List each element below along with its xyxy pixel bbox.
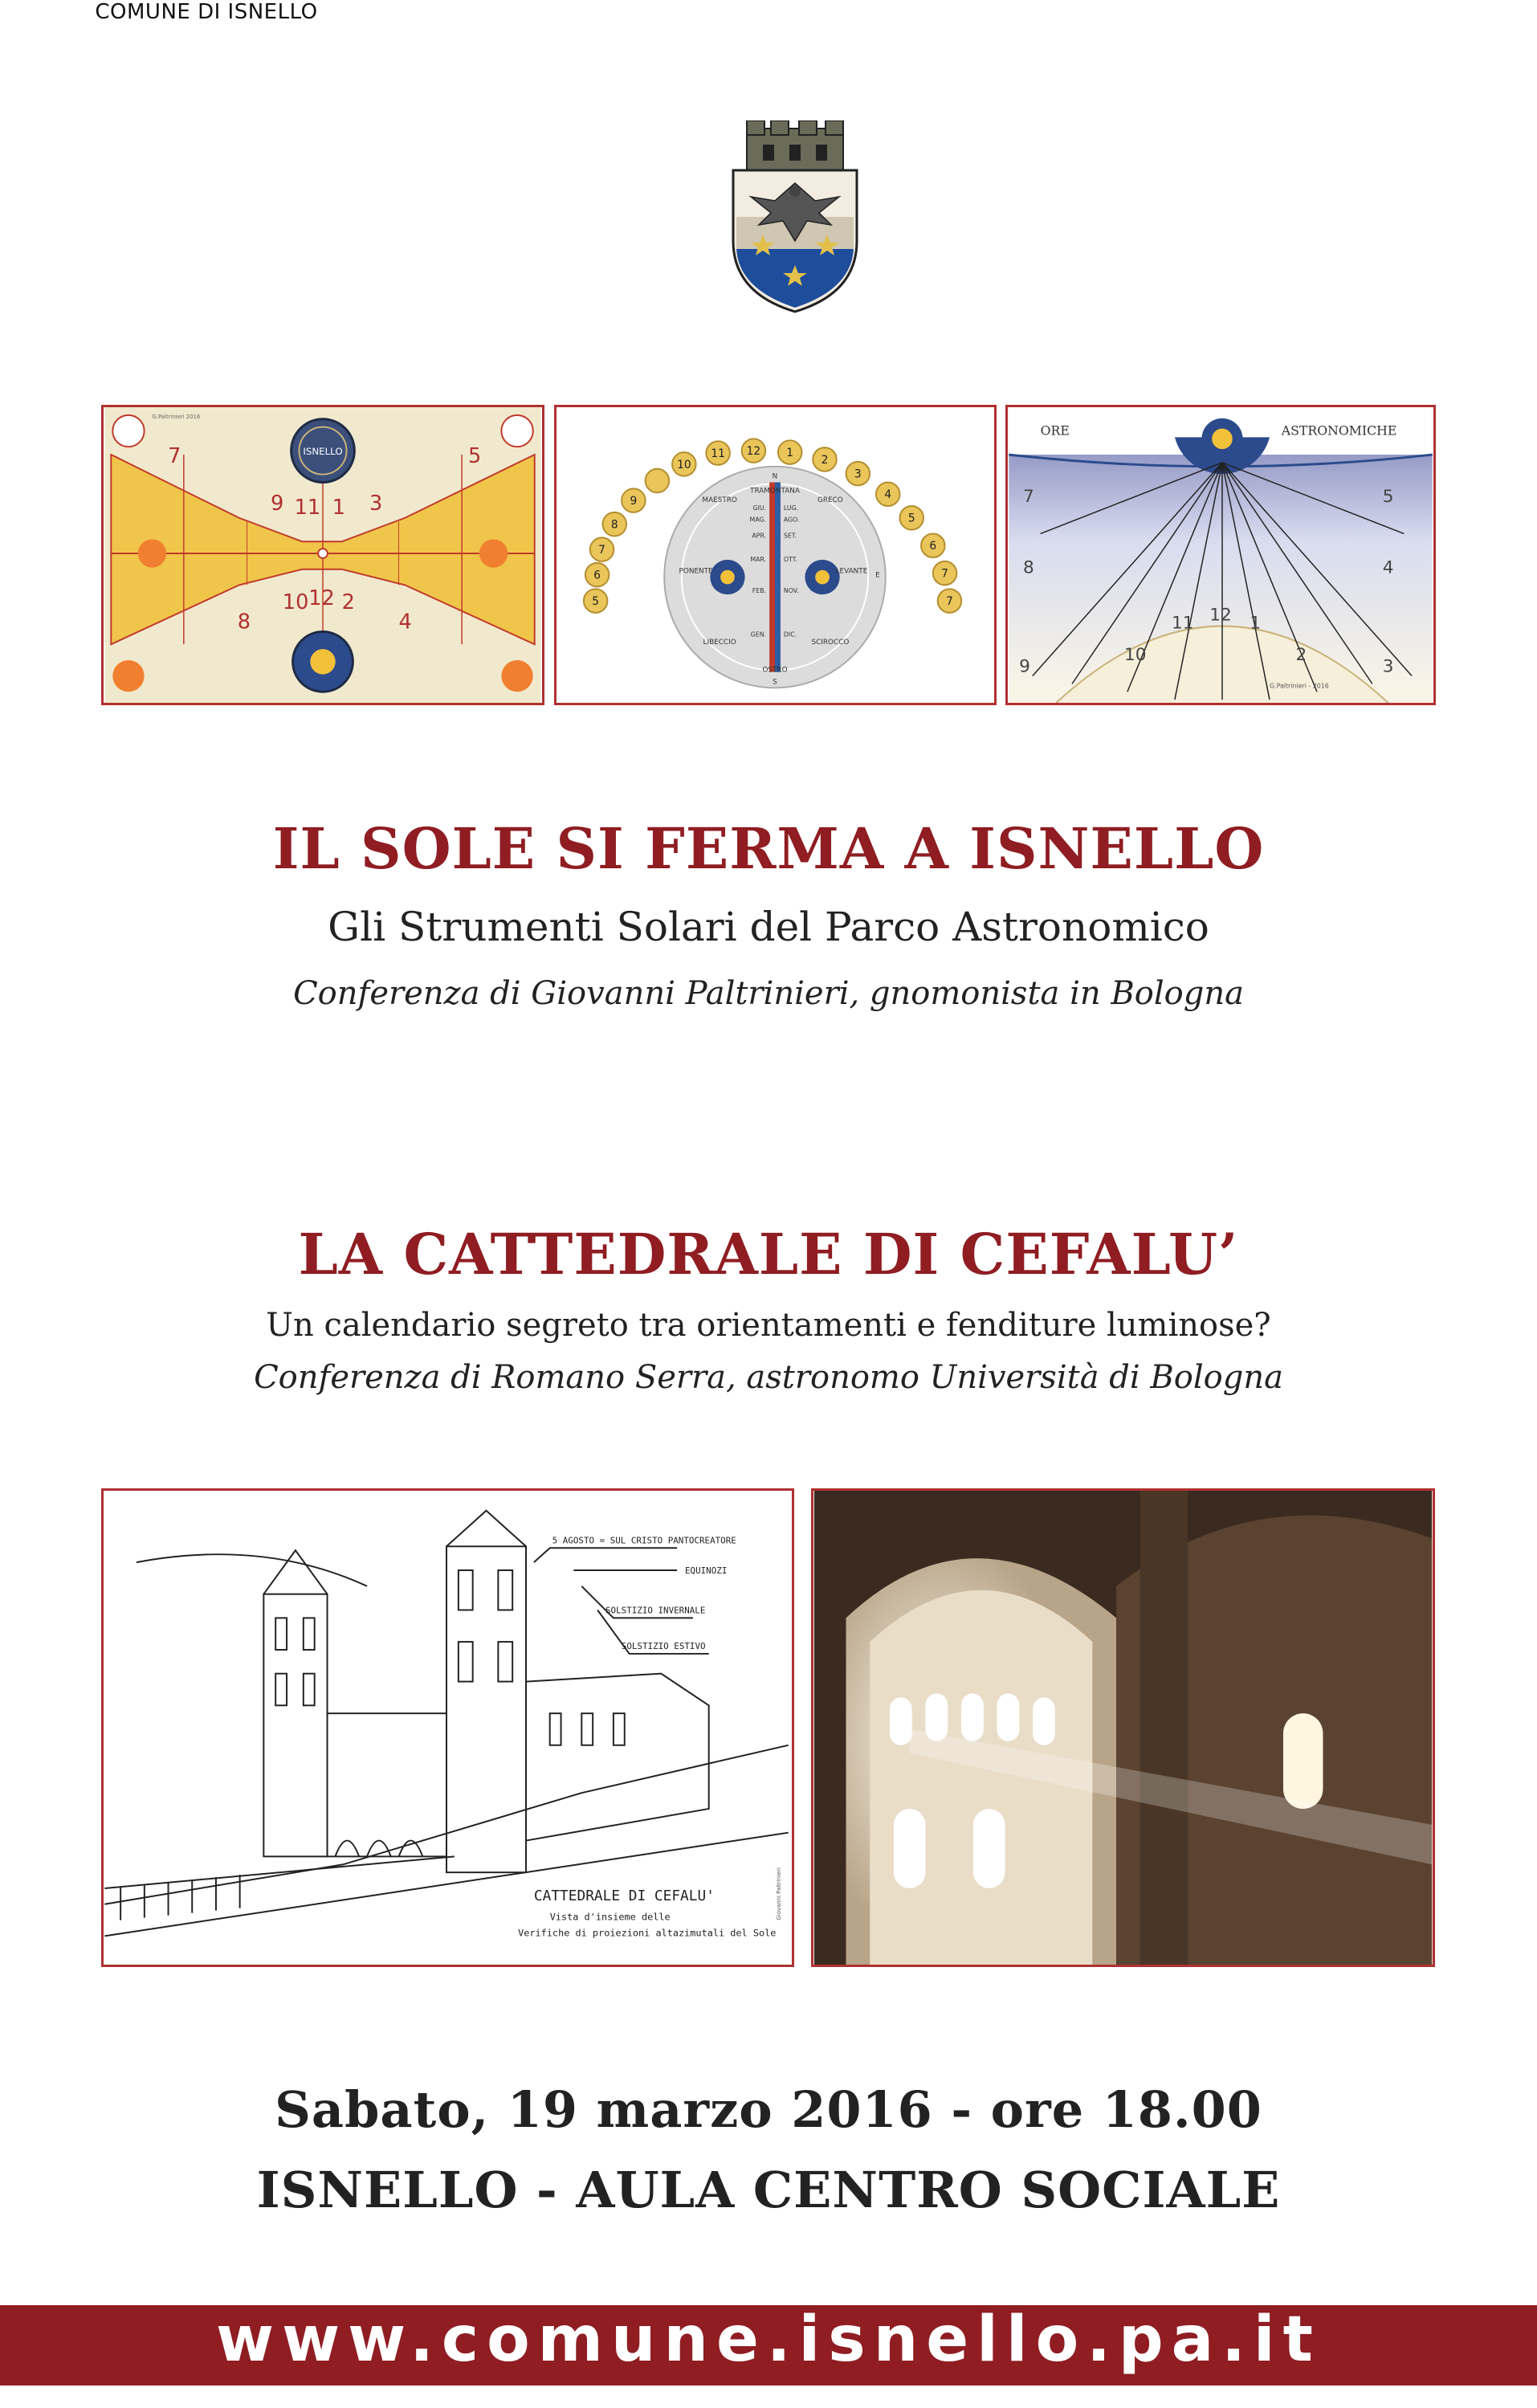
- month-label: FEB.: [752, 587, 767, 595]
- annotation-label: 5 AGOSTO = SUL CRISTO PANTOCREATORE: [552, 1535, 736, 1546]
- cathedral-drawing-image: [101, 1488, 794, 1967]
- hour-label: 12: [1209, 605, 1232, 626]
- hour-label: 8: [237, 610, 251, 635]
- sundial-vertical-image: [101, 405, 544, 705]
- direction-label: LEVANTE: [835, 567, 868, 576]
- cathedral-interior-photo: [811, 1488, 1435, 1967]
- medallion-label: ISNELLO: [303, 446, 343, 458]
- panel-signature: Giovanni Paltrinieri: [775, 1867, 782, 1920]
- event2-subtitle: Un calendario segreto tra orientamenti e fenditure luminose?: [266, 1307, 1271, 1344]
- sundial-horizontal-image: [554, 405, 997, 705]
- hour-label: 7: [946, 594, 953, 608]
- hour-label: 1: [1250, 613, 1262, 634]
- hour-label: 4: [1382, 557, 1394, 578]
- hour-label: 10: [1123, 644, 1147, 665]
- annotation-label: EQUINOZI: [684, 1565, 728, 1576]
- panel-signature: G.Paltrinieri - 2016: [1270, 682, 1329, 690]
- month-label: NOV.: [783, 587, 799, 595]
- hour-label: 7: [598, 544, 605, 557]
- month-label: APR.: [752, 532, 767, 540]
- month-label: MAG.: [749, 516, 767, 524]
- hour-label: 7: [941, 567, 948, 581]
- event1-subtitle: Gli Strumenti Solari del Parco Astronomico: [328, 904, 1209, 950]
- event-date: Sabato, 19 marzo 2016 - ore 18.00: [275, 2080, 1262, 2139]
- panel-heading: ASTRONOMICHE: [1281, 422, 1397, 439]
- hour-label: 5: [468, 443, 482, 468]
- municipality-name: COMUNE DI ISNELLO: [95, 0, 318, 24]
- hour-label: 3: [854, 467, 862, 481]
- month-label: MAR.: [750, 555, 767, 563]
- month-label: SET.: [783, 532, 797, 540]
- hour-label: 9: [1019, 656, 1030, 677]
- hour-label: 2: [821, 453, 829, 467]
- hour-label: 11: [1172, 613, 1194, 634]
- annotation-label: SOLSTIZIO ESTIVO: [621, 1640, 706, 1651]
- hour-label: 11: [711, 447, 725, 460]
- direction-label: OSTRO: [762, 666, 788, 675]
- hour-label: 5: [907, 512, 915, 525]
- direction-label: GRECO: [817, 496, 843, 505]
- hour-label: 10: [677, 458, 691, 471]
- direction-label: MAESTRO: [702, 496, 737, 505]
- event1-title: IL SOLE SI FERMA A ISNELLO: [272, 815, 1265, 882]
- caption-title: CATTEDRALE DI CEFALU': [533, 1887, 715, 1904]
- direction-label: SCIROCCO: [811, 639, 850, 647]
- hour-label: 7: [1023, 487, 1034, 508]
- event-venue: ISNELLO - AULA CENTRO SOCIALE: [256, 2161, 1281, 2219]
- hour-label: 12: [746, 445, 761, 459]
- panel-signature: G.Paltrinieri 2016: [152, 413, 201, 420]
- direction-label: LIBECCIO: [703, 639, 736, 647]
- hour-label: 1: [786, 447, 794, 460]
- caption-line: Verifiche di proiezioni altazimutali del Sole: [518, 1927, 777, 1939]
- event2-speaker: Conferenza di Romano Serra, astronomo Università di Bologna: [254, 1359, 1283, 1396]
- hour-label: 12: [308, 586, 335, 610]
- direction-label: S: [773, 678, 777, 687]
- direction-label: TRAMONTANA: [750, 487, 800, 496]
- direction-label: N: [772, 472, 778, 481]
- hour-label: 3: [1382, 656, 1394, 677]
- hour-label: 4: [398, 610, 412, 635]
- direction-label: PONENTE: [679, 567, 713, 576]
- month-label: DIC.: [783, 631, 797, 639]
- hour-label: 8: [1023, 557, 1034, 578]
- annotation-label: SOLSTIZIO INVERNALE: [605, 1605, 706, 1616]
- hour-label: 1: [332, 495, 346, 520]
- hour-label: 2: [341, 590, 355, 614]
- hour-label: 11: [294, 495, 321, 520]
- hour-label: 9: [630, 495, 638, 508]
- month-label: OTT.: [783, 555, 798, 563]
- hour-label: 10: [282, 590, 309, 614]
- hour-label: 2: [1295, 644, 1307, 665]
- caption-line: Vista d'insieme delle: [549, 1911, 671, 1923]
- direction-label: E: [875, 571, 880, 580]
- sundial-astronomical-image: [1005, 405, 1436, 705]
- hour-label: 4: [884, 488, 892, 502]
- hour-label: 9: [271, 491, 284, 516]
- municipal-crest: [719, 120, 871, 313]
- hour-label: 5: [1382, 487, 1394, 508]
- website-link[interactable]: www.comune.isnello.pa.it: [216, 2304, 1321, 2376]
- panel-heading: ORE: [1040, 422, 1070, 439]
- event2-title: LA CATTEDRALE DI CEFALU’: [298, 1221, 1239, 1288]
- hour-label: 8: [610, 518, 618, 532]
- hour-label: 3: [369, 491, 383, 516]
- month-label: GEN.: [750, 631, 767, 639]
- month-label: LUG.: [783, 504, 799, 512]
- hour-label: 5: [592, 594, 600, 608]
- month-label: GIU.: [752, 504, 767, 512]
- hour-label: 7: [168, 443, 181, 468]
- hour-label: 6: [929, 540, 937, 553]
- hour-label: 6: [593, 569, 601, 582]
- event1-speaker: Conferenza di Giovanni Paltrinieri, gnomonista in Bologna: [293, 975, 1244, 1012]
- month-label: AGO.: [783, 516, 800, 524]
